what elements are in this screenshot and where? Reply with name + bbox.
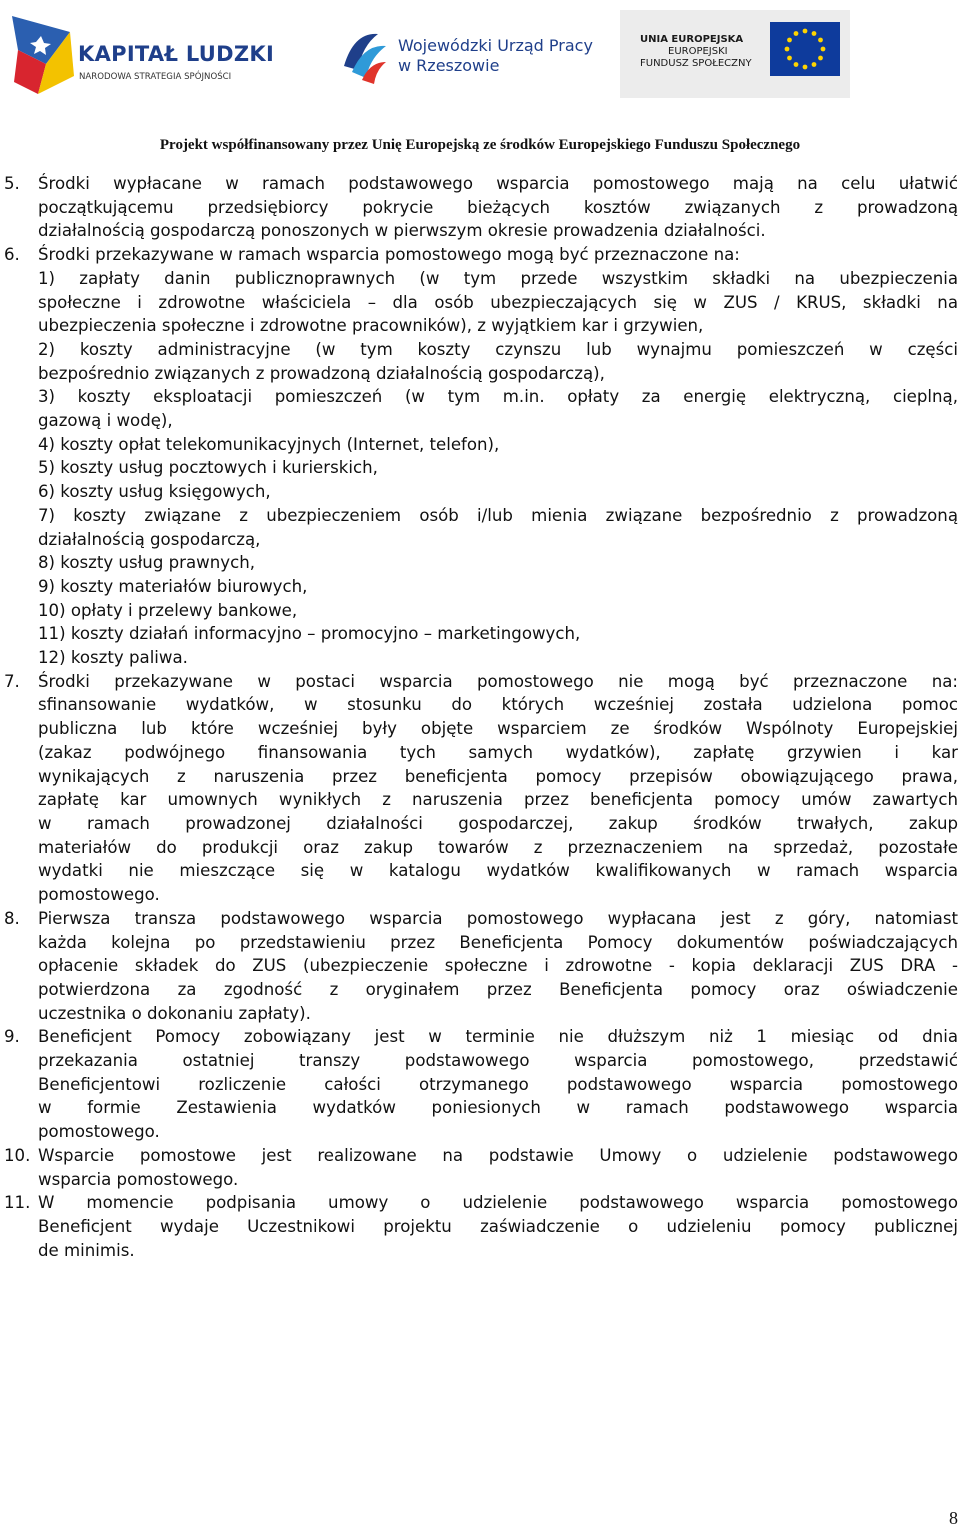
list-item-number: 9.	[4, 1027, 20, 1047]
list-item	[0, 243, 958, 670]
text-line: Środki wypłacane w ramach podstawowego wsparcia pomostowego mają na celu ułatwić	[38, 174, 958, 193]
text-line: Wsparcie pomostowe jest realizowane na podstawie Umowy o udzielenie podstawowego	[38, 1145, 958, 1165]
text-line: (zakaz podwójnego finansowania tych samych wydatków), zapłatę grzywien i kar	[38, 742, 958, 762]
list-item	[0, 670, 958, 907]
wup-name-line2: w Rzeszowie	[398, 56, 500, 75]
text-line: 12) koszty paliwa.	[38, 648, 188, 668]
text-line: 4) koszty opłat telekomunikacyjnych (Internet, telefon),	[38, 434, 500, 454]
text-line: W momencie podpisania umowy o udzielenie podstawowego wsparcia pomostowego	[38, 1193, 958, 1213]
text-line: Beneficjentowi rozliczenie całości otrzymanego podstawowego wsparcia pomostowego	[38, 1074, 958, 1094]
text-line: Beneficjent Pomocy zobowiązany jest w terminie nie dłuższym niż 1 miesiąc od dnia	[38, 1027, 958, 1047]
wup-name	[398, 36, 593, 76]
text-line: pomostowego.	[38, 1122, 160, 1142]
eu-text-line2: EUROPEJSKI	[668, 46, 728, 57]
text-line: 1) zapłaty danin publicznoprawnych (w tym przede wszystkim składki na ubezpieczenia	[38, 268, 958, 288]
eu-text-line1: UNIA EUROPEJSKA	[640, 34, 744, 45]
text-line: Środki przekazywane w ramach wsparcia pomostowego mogą być przeznaczone na:	[38, 245, 740, 265]
list-item	[0, 1144, 958, 1191]
document-header	[0, 0, 960, 120]
text-line: w ramach prowadzonej działalności gospodarczej, zakup środków trwałych, zakup	[38, 813, 958, 833]
text-line: 5) koszty usług pocztowych i kurierskich,	[38, 458, 378, 478]
list-item-number: 10.	[4, 1145, 31, 1165]
eu-text-line3: FUNDUSZ SPOŁECZNY	[640, 58, 752, 69]
page-number: 8	[949, 1508, 958, 1528]
text-line: działalnością gospodarczą ponoszonych w pierwszym okresie prowadzenia działalności.	[38, 221, 766, 241]
text-line: zapłatę kar umownych wynikłych z naruszenia przez beneficjenta pomocy umów zawartych	[38, 790, 958, 810]
text-line: społeczne i zdrowotne właściciela – dla osób ubezpieczających się w ZUS / KRUS, składki na	[38, 292, 958, 312]
project-funding-line: Projekt współfinansowany przez Unię Europejską ze środków Europejskiego Funduszu Społecznego	[159, 137, 801, 153]
list-item-number: 11.	[4, 1193, 31, 1213]
text-line: wsparcia pomostowego.	[38, 1169, 239, 1189]
text-line: pomostowego.	[38, 885, 160, 905]
text-line: 6) koszty usług księgowych,	[38, 482, 271, 502]
kapital-ludzki-emblem-icon	[8, 6, 76, 98]
list-item	[0, 1025, 958, 1144]
text-line: opłacenie składek do ZUS (ubezpieczenie społeczne i zdrowotne - kopia deklaracji ZUS DRA -	[38, 956, 958, 976]
text-line: gazową i wodę),	[38, 411, 173, 431]
text-line: przekazania ostatniej transzy podstawowego wsparcia pomostowego, przedstawić	[38, 1051, 958, 1071]
text-line: Środki przekazywane w postaci wsparcia pomostowego nie mogą być przeznaczone na:	[38, 671, 958, 691]
text-line: 10) opłaty i przelewy bankowe,	[38, 600, 298, 620]
wup-name-line1: Wojewódzki Urząd Pracy	[398, 36, 593, 55]
kapital-ludzki-logo	[8, 6, 275, 102]
text-line: wynikających z naruszenia przez beneficjenta pomocy przepisów obowiązującego prawa,	[38, 766, 958, 786]
wup-emblem-icon	[340, 26, 390, 86]
text-line: publiczna lub które wcześniej były objęte wsparciem ze środków Wspólnoty Europejskiej	[38, 719, 958, 739]
kapital-ludzki-name: KAPITAŁ LUDZKI	[78, 42, 275, 66]
eu-flag-icon	[770, 22, 840, 76]
list-item-number: 7.	[4, 671, 20, 691]
text-line: 2) koszty administracyjne (w tym koszty czynszu lub wynajmu pomieszczeń w części	[38, 339, 958, 359]
text-line: 9) koszty materiałów biurowych,	[38, 576, 308, 596]
text-line: wydatki nie mieszczące się w katalogu wydatków kwalifikowanych w ramach wsparcia	[38, 861, 958, 881]
text-line: uczestnika o dokonaniu zapłaty).	[38, 1003, 311, 1023]
kapital-ludzki-subtitle: NARODOWA STRATEGIA SPÓJNOŚCI	[79, 72, 232, 82]
text-line: sfinansowanie wydatków, w stosunku do których wcześniej została udzielona pomoc	[38, 695, 958, 715]
text-line: w formie Zestawienia wydatków poniesionych w ramach podstawowego wsparcia	[38, 1098, 958, 1118]
text-line: materiałów do produkcji oraz zakup towarów z przeznaczeniem na sprzedaż, pozostałe	[38, 837, 958, 857]
list-item	[0, 1191, 958, 1262]
text-line: ubezpieczenia społeczne i zdrowotne pracowników), z wyjątkiem kar i grzywien,	[38, 316, 704, 336]
list-item-number: 8.	[4, 908, 20, 928]
eu-efs-logo	[620, 6, 850, 102]
text-line: początkującemu przedsiębiorcy pokrycie bieżących kosztów związanych z prowadzoną	[38, 197, 958, 217]
list-item	[0, 172, 958, 243]
text-line: Beneficjent wydaje Uczestnikowi projektu zaświadczenie o udzieleniu pomocy publicznej	[38, 1216, 958, 1236]
list-item	[0, 907, 958, 1026]
wup-rzeszow-logo	[340, 6, 593, 102]
text-line: 11) koszty działań informacyjno – promocyjno – marketingowych,	[38, 624, 581, 644]
text-line: de minimis.	[38, 1240, 135, 1260]
text-line: działalnością gospodarczą,	[38, 529, 261, 549]
text-line: 8) koszty usług prawnych,	[38, 553, 255, 573]
text-line: Pierwsza transza podstawowego wsparcia pomostowego wypłacana jest z góry, natomiast	[38, 908, 958, 928]
list-item-number: 5.	[4, 174, 20, 193]
list-item-number: 6.	[4, 245, 20, 265]
text-line: bezpośrednio związanych z prowadzoną działalnością gospodarczą),	[38, 363, 605, 383]
document-body	[0, 172, 958, 1262]
text-line: 7) koszty związane z ubezpieczeniem osób i/lub mienia związane bezpośrednio z prowadzoną	[38, 505, 958, 525]
text-line: potwierdzona za zgodność z oryginałem przez Beneficjenta pomocy oraz oświadczenie	[38, 979, 958, 999]
text-line: 3) koszty eksploatacji pomieszczeń (w tym m.in. opłaty za energię elektryczną, cieplną,	[38, 387, 958, 407]
eu-logo-text	[640, 34, 752, 70]
text-line: każda kolejna po przedstawieniu przez Beneficjenta Pomocy dokumentów poświadczających	[38, 932, 958, 952]
